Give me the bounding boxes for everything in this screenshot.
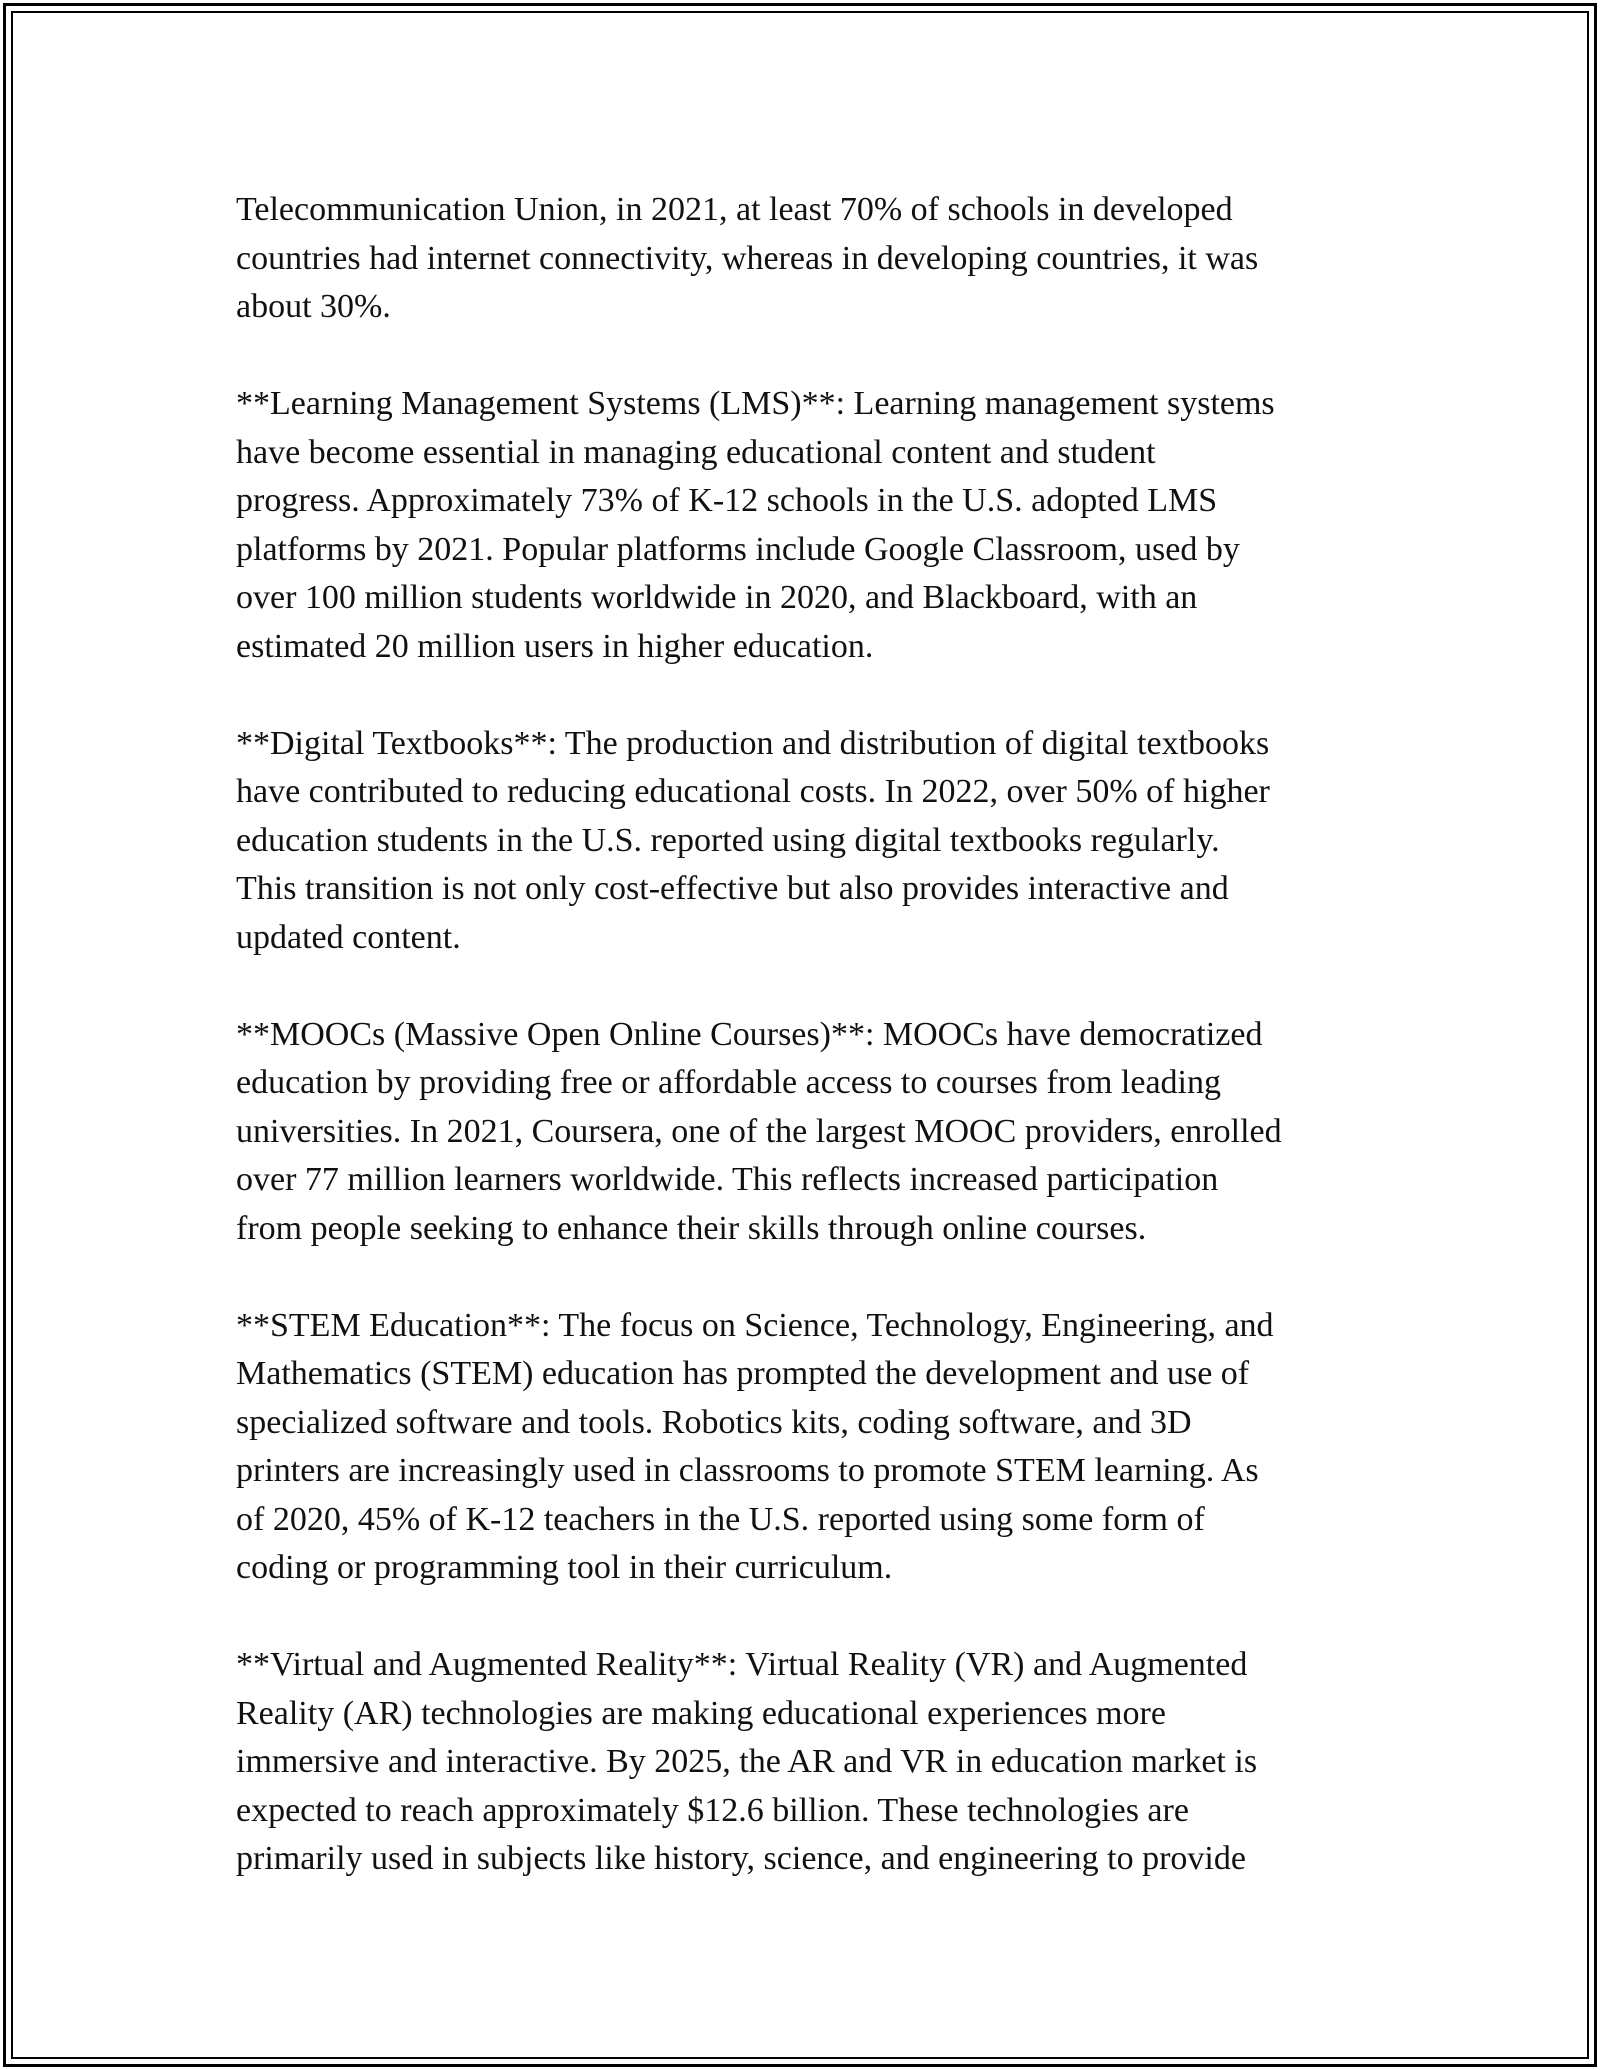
- paragraph-lms: **Learning Management Systems (LMS)**: Learning management systems have become essential in managing educational content and student progress. Approximately 73% of K-12 schools in the U.S. adopted LMS platforms by 2021. Popular platforms include Google Classroom, used by over 100 million students worldwide in 2020, and Blackboard, with an estimated 20 million users in higher education.: [236, 385, 1275, 665]
- paragraph-moocs: **MOOCs (Massive Open Online Courses)**: MOOCs have democratized education by providing free or affordable access to courses from leading universities. In 2021, Coursera, one of the largest MOOC providers, enrolled over 77 million learners worldwide. This reflects increased participation from people seeking to enhance their skills through online courses.: [236, 1015, 1282, 1247]
- document-body: [236, 186, 1376, 1932]
- paragraph-digital-textbooks: **Digital Textbooks**: The production and distribution of digital textbooks have contributed to reducing educational costs. In 2022, over 50% of higher education students in the U.S. reported using digital textbooks regularly. This transition is not only cost-effective but also provides interactive and updated content.: [236, 724, 1270, 956]
- paragraph-vr-ar: **Virtual and Augmented Reality**: Virtual Reality (VR) and Augmented Reality (AR) technologies are making educational experiences more immersive and interactive. By 2025, the AR and VR in education market is expected to reach approximately $12.6 billion. These technologies are primarily used in subjects like history, science, and engineering to provide: [236, 1646, 1258, 1877]
- paragraph-stem-education: **STEM Education**: The focus on Science, Technology, Engineering, and Mathematics (STEM) education has prompted the development and use of specialized software and tools. Robotics kits, coding software, and 3D printers are increasingly used in classrooms to promote STEM learning. As of 2020, 45% of K-12 teachers in the U.S. reported using some form of coding or programming tool in their curriculum.: [236, 1306, 1274, 1586]
- paragraph-telecom-connectivity: Telecommunication Union, in 2021, at least 70% of schools in developed countries had internet connectivity, whereas in developing countries, it was about 30%.: [236, 191, 1259, 325]
